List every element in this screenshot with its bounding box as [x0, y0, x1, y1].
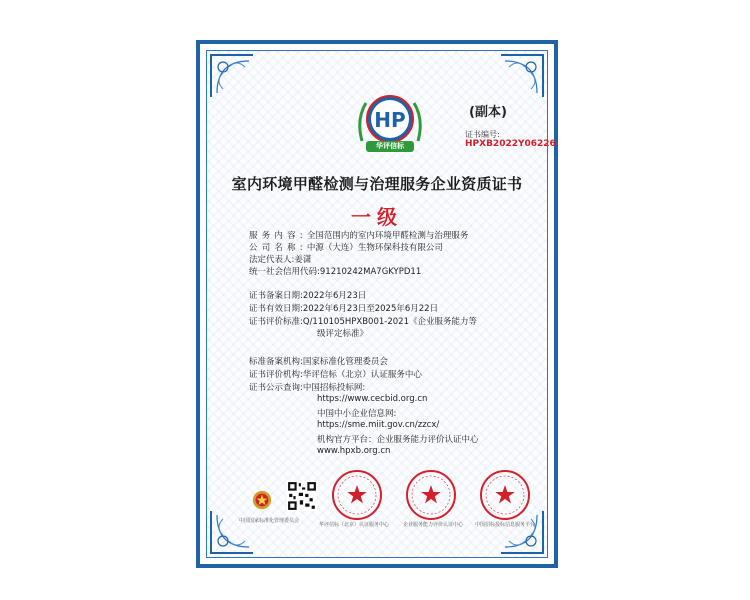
red-seal-icon: [405, 469, 457, 521]
certificate-level: 一级: [351, 205, 403, 229]
national-emblem-icon: [251, 489, 273, 511]
service-value: 全国范围内的室内环境甲醛检测与治理服务: [306, 231, 469, 241]
query-line-3: 中国中小企业信息网:: [317, 409, 397, 419]
query-line-4: https://sme.miit.gov.cn/zzcx/: [317, 420, 440, 430]
standard-value-line1: Q/110105HPXB001-2021《企业服务能力等: [302, 317, 477, 327]
standard-row: [249, 315, 477, 327]
filing-org-label: 标准备案机构:: [249, 357, 303, 367]
rep-value: 姜潇: [294, 255, 312, 265]
eval-org-row: [249, 368, 422, 380]
copy-label: (副本): [469, 105, 507, 120]
company-label: 公司名称:: [249, 243, 307, 253]
filing-org-value: 国家标准化管理委员会: [302, 357, 388, 367]
query-line-1: 中国招标投标网:: [302, 383, 366, 393]
credit-value: 91210242MA7GKYPD11: [319, 267, 422, 277]
company-row: [249, 241, 443, 253]
filing-org-row: [249, 355, 388, 367]
svg-text:HP: HP: [374, 108, 406, 132]
credit-label: 统一社会信用代码:: [249, 267, 320, 277]
rep-row: [249, 253, 311, 265]
service-row: [249, 229, 468, 241]
cert-number-label: 证书编号:: [465, 130, 500, 139]
eval-org-label: 证书评价机构:: [249, 370, 303, 380]
validity-row: [249, 302, 438, 314]
query-row: [249, 381, 365, 393]
query-line-5: 机构官方平台：企业服务能力评价认证中心: [317, 435, 479, 445]
corner-ornament-icon: [499, 53, 545, 99]
validity-value: 2022年6月23日至2025年6月22日: [302, 304, 439, 314]
certificate: [196, 40, 558, 568]
credit-row: [249, 265, 421, 277]
corner-ornament-icon: [209, 53, 255, 99]
query-label: 证书公示查询:: [249, 383, 303, 393]
service-label: 服务内容:: [249, 231, 307, 241]
stamp1-label: 华评信标（北京）认证服务中心: [319, 522, 390, 528]
query-line-2: https://www.cecbid.org.cn: [317, 394, 428, 404]
standard-value-line2: 级评定标准》: [317, 329, 369, 339]
filing-date-label: 证书备案日期:: [249, 291, 303, 301]
query-line-6: www.hpxb.org.cn: [317, 446, 391, 456]
stamp2-label: 企业服务能力评价认证中心: [403, 522, 464, 528]
filing-date-value: 2022年6月23日: [302, 291, 367, 301]
validity-label: 证书有效日期:: [249, 304, 303, 314]
company-value: 中源（大连）生物环保科技有限公司: [306, 243, 443, 253]
red-seal-icon: [331, 469, 383, 521]
emblem-label: 中国国家标准化管理委员会: [239, 518, 300, 524]
eval-org-value: 华评信标（北京）认证服务中心: [302, 370, 422, 380]
filing-date-row: [249, 289, 366, 301]
rep-label: 法定代表人:: [249, 255, 295, 265]
logo-caption: 华评信标: [376, 142, 404, 150]
cert-number-value: HPXB2022Y06226: [465, 139, 556, 149]
stamp3-label: 中国招标投标信息服务平台: [475, 522, 536, 528]
certificate-inner-frame: [206, 50, 556, 558]
red-seal-icon: [479, 469, 531, 521]
qr-code-icon: [287, 481, 317, 511]
corner-ornament-icon: [209, 509, 255, 555]
certificate-title: 室内环境甲醛检测与治理服务企业资质证书: [231, 175, 523, 193]
standard-label: 证书评价标准:: [249, 317, 303, 327]
